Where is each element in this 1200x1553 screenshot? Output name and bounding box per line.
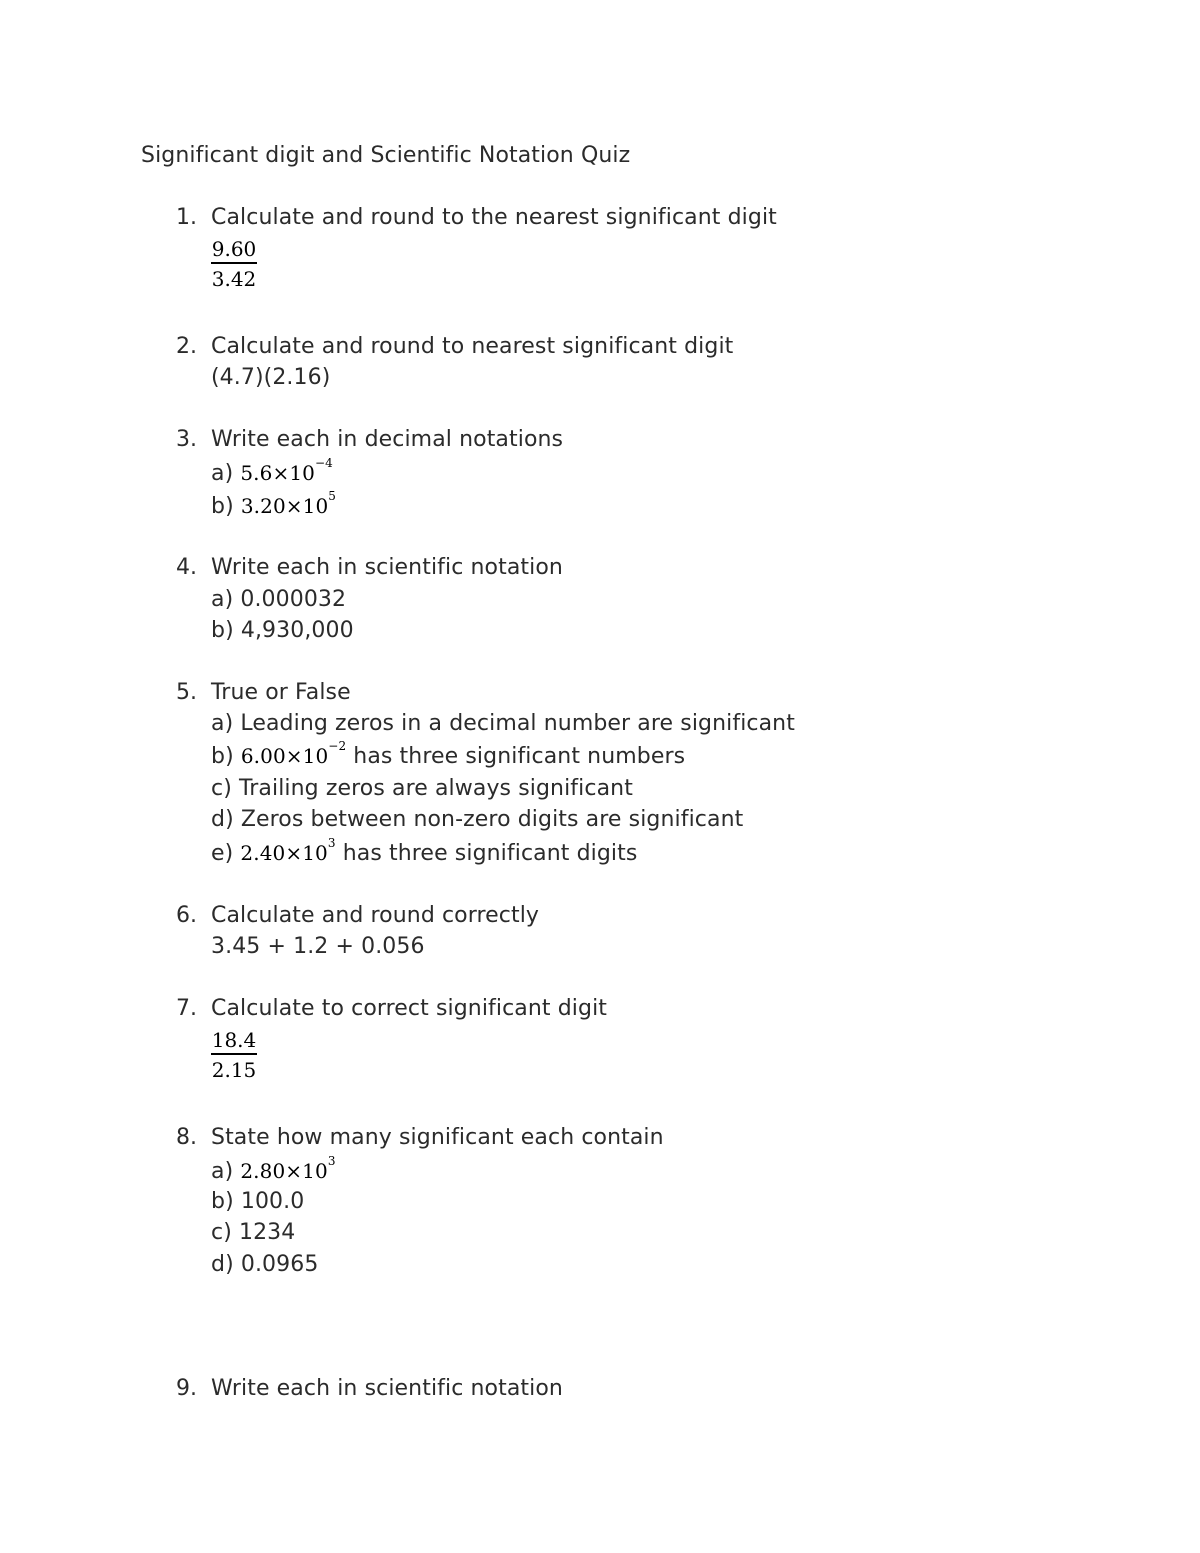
sci-notation: $2.40\times 10^3$ bbox=[240, 836, 336, 865]
answer-option: b) 4,930,000 bbox=[211, 618, 354, 643]
question-number: 5. bbox=[176, 680, 197, 705]
question-text: Calculate and round to the nearest significant digit bbox=[211, 205, 777, 230]
option-label: a) bbox=[211, 461, 234, 486]
answer-option: c) 1234 bbox=[211, 1220, 296, 1245]
answer-option bbox=[211, 836, 638, 868]
option-text: has three significant numbers bbox=[353, 744, 686, 769]
answer-option: d) Zeros between non-zero digits are significant bbox=[211, 807, 744, 832]
answer-option: a) Leading zeros in a decimal number are significant bbox=[211, 711, 795, 736]
sci-notation: $3.20\times 10^5$ bbox=[240, 489, 337, 518]
answer-option bbox=[211, 489, 337, 521]
fraction-denominator: 2.15 bbox=[211, 1058, 257, 1082]
option-label: b) bbox=[211, 494, 234, 519]
question-text: Calculate to correct significant digit bbox=[211, 996, 608, 1021]
answer-option bbox=[211, 739, 686, 771]
fraction bbox=[211, 236, 257, 292]
sci-notation: $5.6\times 10^{-4}$ bbox=[240, 456, 333, 485]
sci-notation: $2.80\times 10^3$ bbox=[240, 1154, 336, 1183]
page-title: Significant digit and Scientific Notation Quiz bbox=[141, 143, 631, 168]
question-number: 8. bbox=[176, 1125, 197, 1150]
option-text: has three significant digits bbox=[342, 841, 638, 866]
question-text: Calculate and round to nearest significant digit bbox=[211, 334, 734, 359]
option-label: b) bbox=[211, 744, 234, 769]
answer-option: a) 0.000032 bbox=[211, 587, 347, 612]
question-text: Write each in scientific notation bbox=[211, 1376, 563, 1401]
question-text: Write each in decimal notations bbox=[211, 427, 564, 452]
expression: 3.45 + 1.2 + 0.056 bbox=[211, 934, 425, 959]
answer-option: c) Trailing zeros are always significant bbox=[211, 776, 633, 801]
question-text: Calculate and round correctly bbox=[211, 903, 540, 928]
fraction-denominator: 3.42 bbox=[211, 267, 257, 291]
question-number: 3. bbox=[176, 427, 197, 452]
question-number: 1. bbox=[176, 205, 197, 230]
expression: (4.7)(2.16) bbox=[211, 365, 331, 390]
question-number: 9. bbox=[176, 1376, 197, 1401]
question-number: 6. bbox=[176, 903, 197, 928]
option-label: e) bbox=[211, 841, 234, 866]
question-number: 4. bbox=[176, 555, 197, 580]
answer-option bbox=[211, 1154, 336, 1186]
question-text: Write each in scientific notation bbox=[211, 555, 563, 580]
question-text: State how many significant each contain bbox=[211, 1125, 664, 1150]
question-text: True or False bbox=[211, 680, 351, 705]
answer-option bbox=[211, 456, 333, 488]
fraction-numerator: 9.60 bbox=[211, 236, 257, 264]
fraction bbox=[211, 1027, 257, 1083]
question-number: 7. bbox=[176, 996, 197, 1021]
fraction-numerator: 18.4 bbox=[211, 1027, 257, 1055]
option-label: a) bbox=[211, 1159, 234, 1184]
question-number: 2. bbox=[176, 334, 197, 359]
answer-option: b) 100.0 bbox=[211, 1189, 305, 1214]
answer-option: d) 0.0965 bbox=[211, 1252, 319, 1277]
sci-notation: $6.00\times 10^{-2}$ bbox=[240, 739, 347, 768]
